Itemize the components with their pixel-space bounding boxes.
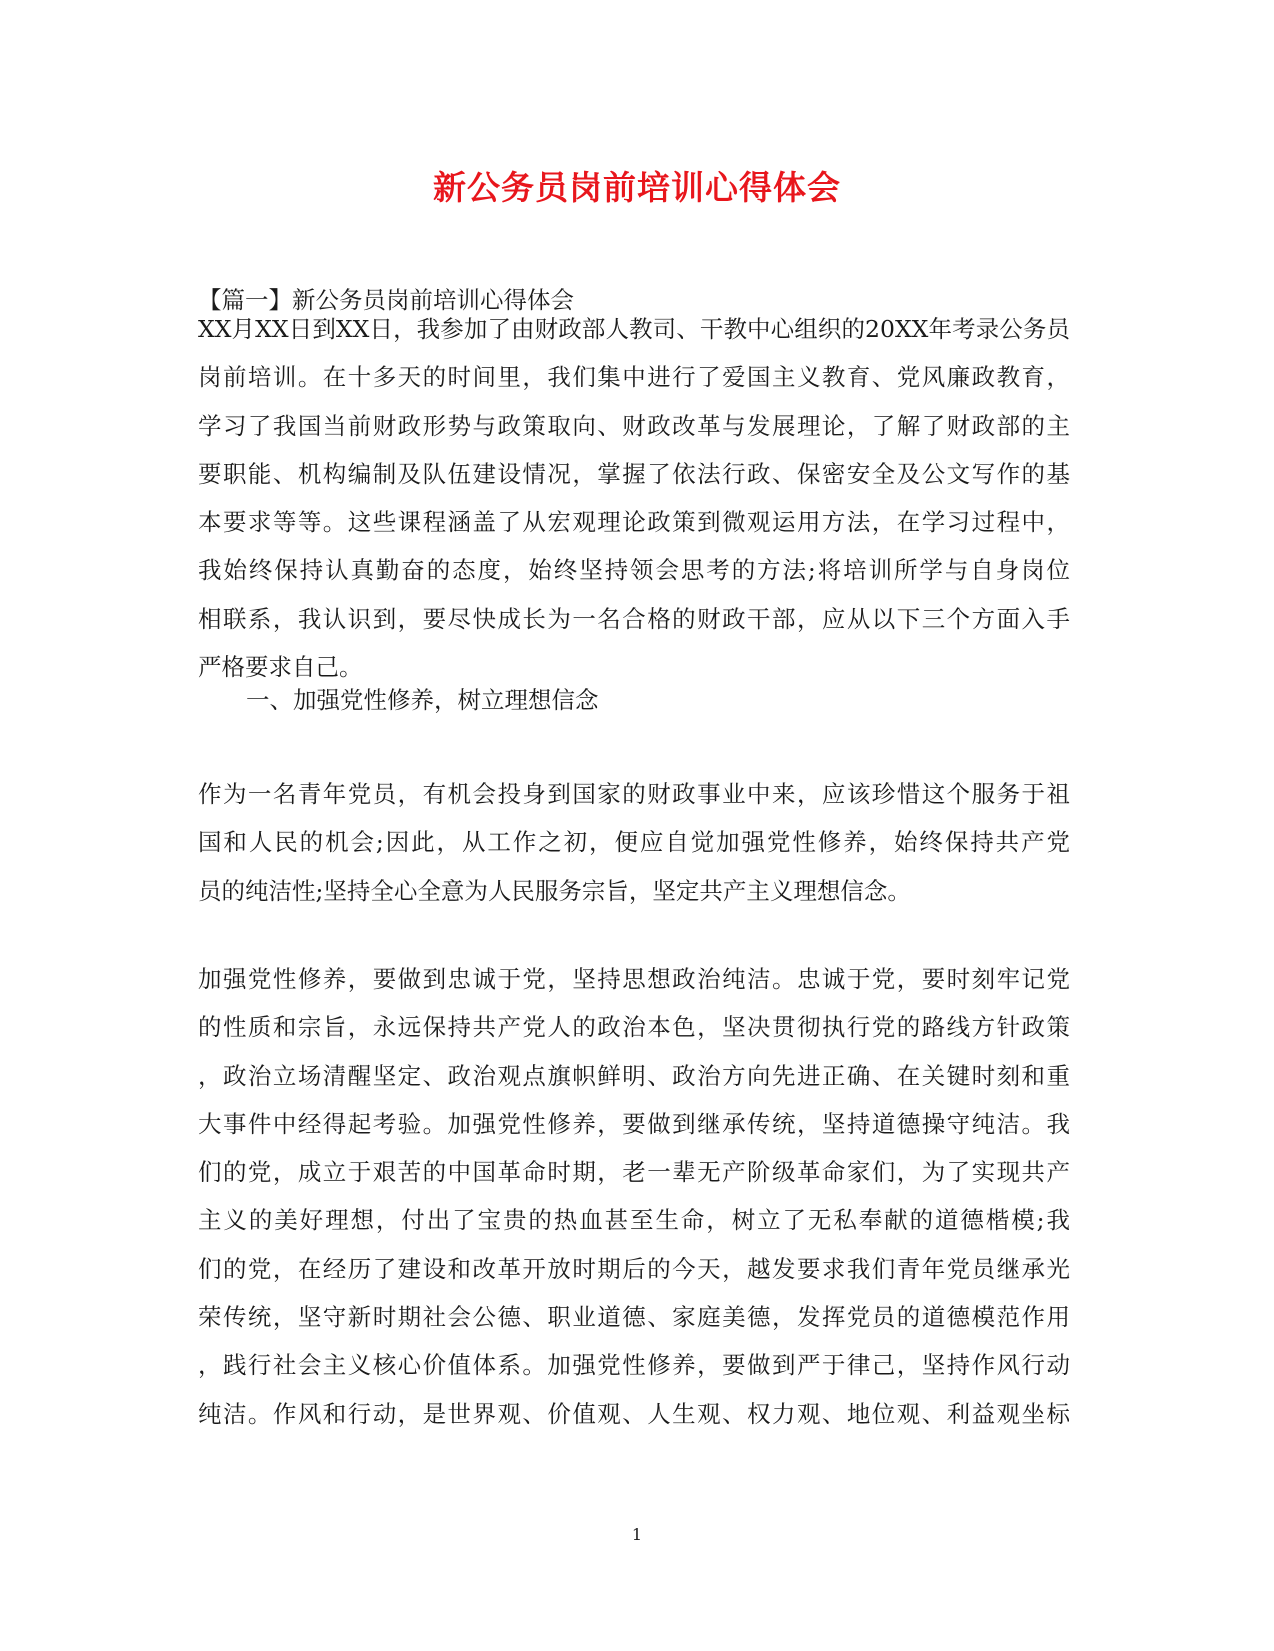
paragraph-line: 国和人民的机会;因此，从工作之初，便应自觉加强党性修养，始终保持共产党 [198, 828, 1070, 857]
paragraph-3 [198, 955, 1070, 1438]
subheading-1: 一、加强党性修养，树立理想信念 [246, 686, 599, 714]
paragraph-line: 主义的美好理想，付出了宝贵的热血甚至生命，树立了无私奉献的道德楷模;我 [198, 1206, 1070, 1235]
page-number: 1 [631, 1525, 643, 1544]
paragraph-line: 严格要求自己。 [198, 653, 363, 682]
paragraph-line: ，政治立场清醒坚定、政治观点旗帜鲜明、政治方向先进正确、在关键时刻和重 [198, 1061, 1070, 1090]
paragraph-line: 我始终保持认真勤奋的态度，始终坚持领会思考的方法;将培训所学与自身岗位 [198, 556, 1070, 585]
paragraph-line: 岗前培训。在十多天的时间里，我们集中进行了爱国主义教育、党风廉政教育， [198, 363, 1070, 392]
paragraph-line: 加强党性修养，要做到忠诚于党，坚持思想政治纯洁。忠诚于党，要时刻牢记党 [198, 965, 1070, 993]
paragraph-line: 要职能、机构编制及队伍建设情况，掌握了依法行政、保密安全及公文写作的基 [198, 459, 1070, 488]
paragraph-line: XX月XX日到XX日，我参加了由财政部人教司、干教中心组织的20XX年考录公务员 [198, 315, 1070, 343]
paragraph-line: 相联系，我认识到，要尽快成长为一名合格的财政干部，应从以下三个方面入手 [198, 604, 1070, 633]
paragraph-line: 的性质和宗旨，永远保持共产党人的政治本色，坚决贯彻执行党的路线方针政策 [198, 1013, 1070, 1042]
paragraph-line: 荣传统，坚守新时期社会公德、职业道德、家庭美德，发挥党员的道德模范作用 [198, 1303, 1070, 1332]
paragraph-line: ，践行社会主义核心价值体系。加强党性修养，要做到严于律己，坚持作风行动 [198, 1351, 1070, 1380]
paragraph-1 [198, 305, 1070, 691]
paragraph-line: 大事件中经得起考验。加强党性修养，要做到继承传统，坚持道德操守纯洁。我 [198, 1109, 1070, 1138]
paragraph-line: 作为一名青年党员，有机会投身到国家的财政事业中来，应该珍惜这个服务于祖 [198, 780, 1070, 808]
paragraph-2 [198, 770, 1070, 915]
paragraph-line: 们的党，成立于艰苦的中国革命时期，老一辈无产阶级革命家们，为了实现共产 [198, 1158, 1070, 1187]
document-title: 新公务员岗前培训心得体会 [433, 168, 841, 207]
paragraph-line: 纯洁。作风和行动，是世界观、价值观、人生观、权力观、地位观、利益观坐标 [198, 1399, 1070, 1428]
paragraph-line: 本要求等等。这些课程涵盖了从宏观理论政策到微观运用方法，在学习过程中， [198, 508, 1070, 537]
paragraph-line: 们的党，在经历了建设和改革开放时期后的今天，越发要求我们青年党员继承光 [198, 1254, 1070, 1283]
paragraph-line: 员的纯洁性;坚持全心全意为人民服务宗旨，坚定共产主义理想信念。 [198, 876, 911, 905]
paragraph-line: 学习了我国当前财政形势与政策取向、财政改革与发展理论，了解了财政部的主 [198, 411, 1070, 440]
section-heading: 【篇一】新公务员岗前培训心得体会 [198, 286, 574, 314]
